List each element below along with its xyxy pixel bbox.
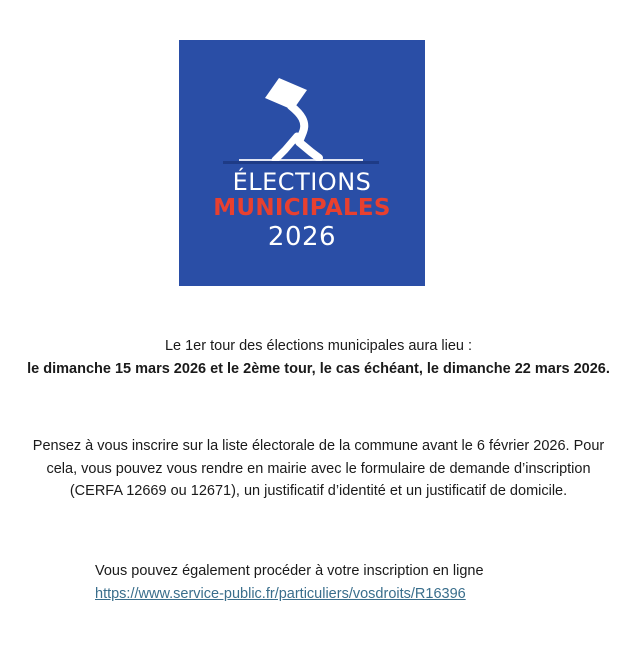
announcement-dates: le dimanche 15 mars 2026 et le 2ème tour, le cas échéant, le dimanche 22 mars 2026. xyxy=(27,360,610,377)
online-registration-block xyxy=(95,560,515,605)
announcement-block xyxy=(0,335,637,380)
service-public-link[interactable]: https://www.service-public.fr/particuliers/vosdroits/R16396 xyxy=(95,585,466,602)
online-registration-text: Vous pouvez également procéder à votre inscription en ligne xyxy=(95,563,484,579)
poster-year: 2026 xyxy=(267,222,337,252)
poster-title-line2: MUNICIPALES xyxy=(213,195,391,221)
announcement-intro: Le 1er tour des élections municipales aura lieu : xyxy=(164,338,473,354)
registration-text: Pensez à vous inscrire sur la liste électorale de la commune avant le 6 février 2026. Pour cela, vous pouvez vous rendre en mairie avec le formulaire de demande d’inscription (CERFA 12669 ou 12671), un justificatif d’identité et un justificatif de domicile. xyxy=(32,438,605,499)
registration-block xyxy=(0,435,637,503)
poster-title-line1: ÉLECTIONS xyxy=(232,168,372,196)
elections-poster xyxy=(179,40,425,286)
